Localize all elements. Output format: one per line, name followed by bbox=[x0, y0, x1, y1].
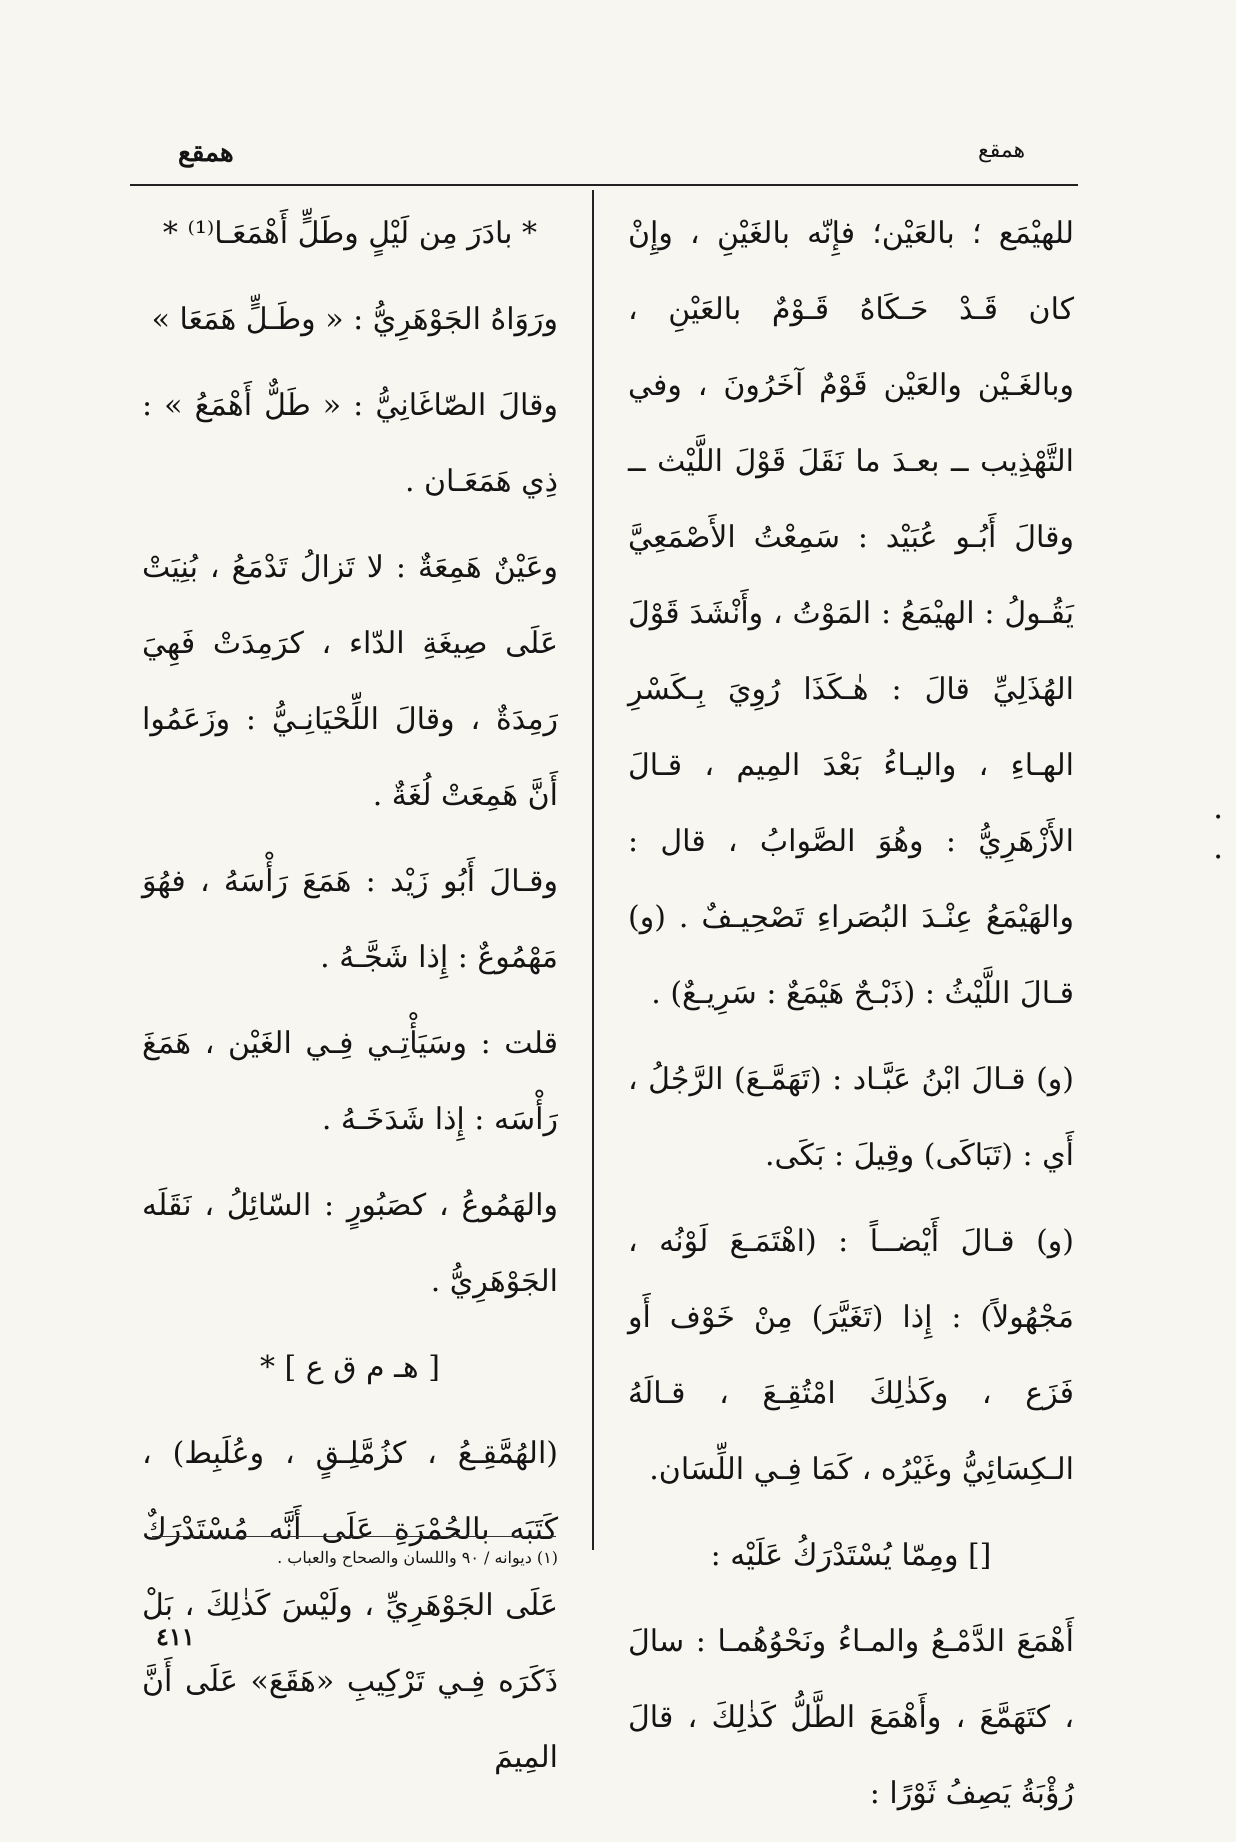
margin-mark: • bbox=[1214, 810, 1223, 826]
paragraph: [] ومِمّا يُسْتَدْرَكُ عَلَيْه : bbox=[710, 1538, 992, 1573]
footnote-rule bbox=[152, 1536, 556, 1537]
paragraph: (و) قـالَ ابْنُ عَبَّـاد : (تَهَمَّـعَ) الرَّجُلُ ، أَي : (تَبَاكَى) وقِيلَ : بَكَى. bbox=[628, 1062, 1074, 1173]
paragraph: وقالَ الصّاغَانِيُّ : « طَلٌّ أَهْمَعُ » : ذِي هَمَعَـان . bbox=[142, 388, 558, 499]
page-number: ٤١١ bbox=[156, 1622, 195, 1651]
paragraph: للهيْمَع ؛ بالعَيْن؛ فإِنّه بالغَيْنِ ، وإِنْ كان قَـدْ حَـكَاهُ قَـوْمٌ بالعَيْنِ ، وبالغَـيْن والعَيْن قَوْمٌ آخَرُونَ ، وفي التَّهْذِيب ــ بعـدَ ما نَقَلَ قَوْلَ اللَّيْث ــ وقالَ أَبُـو عُبَيْد : سَمِعْتُ الأَصْمَعِيَّ يَقُـولُ : الهيْمَعُ : المَوْتُ ، وأَنْشَدَ قَوْلَ الهُذَلِيِّ قالَ : هٰـكَذَا رُوِيَ بِـكَسْرِ الهـاءِ ، واليـاءُ بَعْدَ المِيم ، قـالَ الأَزْهَرِيُّ : وهُوَ الصَّوابُ ، قال : والهَيْمَعُ عِنْـدَ البُصَراءِ تَصْحِيـفٌ . (و) قـالَ اللَّيْثُ : (ذَبْـحٌ هَيْمَعٌ : سَرِيـعٌ) . bbox=[628, 216, 1074, 1011]
footnote: (١) ديوانه / ٩٠ واللسان والصحاح والعباب . bbox=[277, 1548, 558, 1567]
header-word-right: همقع bbox=[978, 138, 1026, 163]
paragraph: (و) قـالَ أَيْضــاً : (اهْتَمَـعَ لَوْنُه ، مَجْهُولاً) : إِذا (تَغَيَّرَ) مِنْ خَوْف أَو فَزَع ، وكَذٰلِكَ امْتُقِـعَ ، قـالَهُ الـكِسَائِيُّ وغَيْرُه ، كَمَا فِـي اللِّسَان. bbox=[628, 1224, 1074, 1487]
header-rule bbox=[130, 184, 1078, 186]
paragraph: (الهُمَّقِـعُ ، كزُمَّلِـقٍ ، وعُلَبِط) ، كَتَبَه بالحُمْرَةِ عَلَى أَنَّه مُسْتَدْرَكٌ عَلَى الجَوْهَرِيِّ ، ولَيْسَ كَذٰلِكَ ، بَلْ ذَكَرَه فِـي تَرْكِيبِ «هَقَعَ» عَلَى أَنَّ المِيمَ bbox=[142, 1436, 558, 1775]
header-word-left: همقع bbox=[178, 138, 234, 168]
paragraph: وعَيْنٌ هَمِعَةٌ : لا تَزالُ تَدْمَعُ ، بُنِيَتْ عَلَى صِيغَةِ الدّاء ، كرَمِدَتْ فَهِيَ رَمِدَةٌ ، وقالَ اللِّحْيَانِـيُّ : وزَعَمُوا أَنَّ هَمِعَتْ لُغَةٌ . bbox=[142, 550, 558, 813]
paragraph: وقـالَ أَبُو زَيْد : هَمَعَ رَأْسَهُ ، فهُوَ مَهْمُوعٌ : إِذا شَجَّـهُ . bbox=[142, 864, 558, 975]
paragraph: قلت : وسَيَأْتِـي فِـي الغَيْن ، هَمَغَ رَأْسَه : إِذا شَدَخَـهُ . bbox=[142, 1026, 558, 1137]
section-heading: [ هـ م ق ع ] * bbox=[260, 1350, 440, 1385]
paragraph: والهَمُوعُ ، كصَبُورٍ : السّائِلُ ، نَقَلَه الجَوْهَرِيُّ . bbox=[142, 1188, 558, 1299]
margin-mark: • bbox=[1214, 850, 1223, 866]
paragraph: أَهْمَعَ الدَّمْـعُ والمـاءُ ونَحْوُهُمـا : سالَ ، كتَهَمَّعَ ، وأَهْمَعَ الطَّلُّ كَذٰلِكَ ، قالَ رُؤْبَةُ يَصِفُ ثَوْرًا : bbox=[628, 1624, 1074, 1811]
verse-line: * بادَرَ مِن لَيْلٍ وطَلٍّ أَهْمَعَـا⁽¹⁾ * bbox=[162, 216, 538, 251]
paragraph: ورَوَاهُ الجَوْهَرِيُّ : « وطَـلٍّ هَمَعَا » bbox=[151, 302, 558, 337]
right-column bbox=[628, 196, 1074, 1842]
column-divider bbox=[592, 190, 594, 1550]
